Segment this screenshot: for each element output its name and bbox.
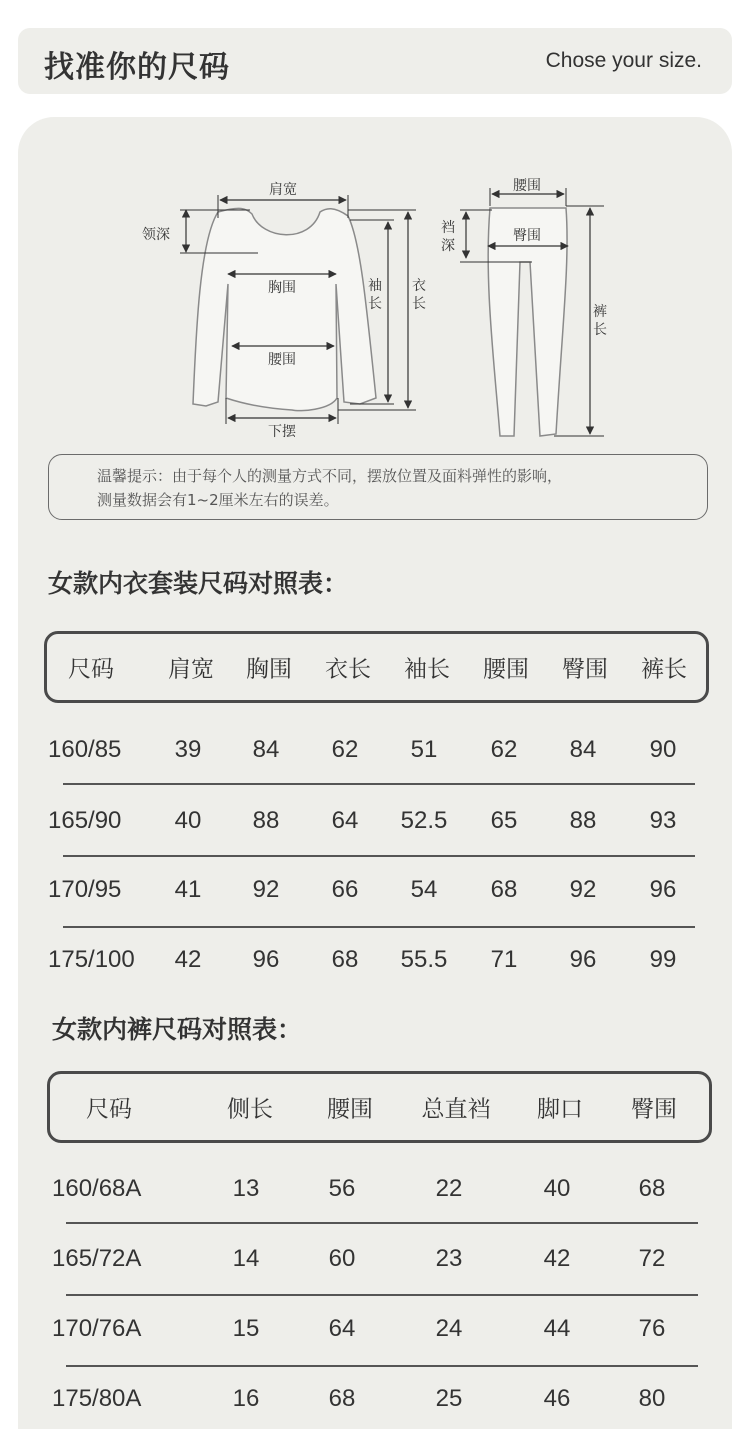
label-neck-depth: 领深 xyxy=(142,227,170,243)
label-length-2: 长 xyxy=(412,296,426,312)
table-cell: 52.5 xyxy=(400,807,448,834)
table-cell: 41 xyxy=(174,876,202,903)
label-rise-1: 裆 xyxy=(441,220,455,236)
measurement-tip xyxy=(48,454,708,520)
table-row-size-cell: 165/90 xyxy=(48,807,122,834)
t1-header-pants-length: 裤长 xyxy=(641,656,687,683)
table-row-size-cell: 160/68A xyxy=(52,1175,142,1202)
table1-title: 女款内衣套装尺码对照表： xyxy=(48,569,349,598)
table-cell: 60 xyxy=(328,1245,356,1272)
label-shoulder: 肩宽 xyxy=(269,182,297,198)
table-row-size-cell: 170/76A xyxy=(52,1315,142,1342)
table-cell: 64 xyxy=(328,1315,356,1342)
table-cell: 80 xyxy=(638,1385,666,1412)
table-cell: 14 xyxy=(232,1245,260,1272)
table2-title: 女款内裤尺码对照表： xyxy=(52,1015,303,1044)
t1-header-length: 衣长 xyxy=(325,656,371,683)
row-divider xyxy=(66,1222,698,1224)
table-cell: 68 xyxy=(331,946,359,973)
label-sleeve-1: 袖 xyxy=(368,278,382,294)
table-cell: 99 xyxy=(649,946,677,973)
table-cell: 65 xyxy=(490,807,518,834)
tip-line-2: 测量数据会有1~2厘米左右的误差。 xyxy=(97,491,339,509)
table-cell: 92 xyxy=(252,876,280,903)
table-cell: 68 xyxy=(490,876,518,903)
table-cell: 44 xyxy=(543,1315,571,1342)
label-waist-top: 腰围 xyxy=(268,352,296,368)
label-pants-length-2: 长 xyxy=(593,322,607,338)
row-divider xyxy=(66,1365,698,1367)
table-cell: 39 xyxy=(174,736,202,763)
table-cell: 15 xyxy=(232,1315,260,1342)
table-cell: 76 xyxy=(638,1315,666,1342)
t2-header-hip: 臀围 xyxy=(631,1096,677,1123)
measurement-diagram xyxy=(0,0,750,450)
tip-line-1: 温馨提示：由于每个人的测量方式不同，摆放位置及面料弹性的影响， xyxy=(97,467,563,485)
table-cell: 62 xyxy=(331,736,359,763)
t1-header-chest: 胸围 xyxy=(246,656,292,683)
table-cell: 24 xyxy=(435,1315,463,1342)
table-cell: 56 xyxy=(328,1175,356,1202)
row-divider xyxy=(63,926,695,928)
table-cell: 96 xyxy=(252,946,280,973)
table-cell: 90 xyxy=(649,736,677,763)
t1-header-hip: 臀围 xyxy=(562,656,608,683)
label-chest: 胸围 xyxy=(268,280,296,296)
table-cell: 64 xyxy=(331,807,359,834)
table-cell: 42 xyxy=(174,946,202,973)
table-cell: 62 xyxy=(490,736,518,763)
label-pants-waist: 腰围 xyxy=(513,178,541,194)
t2-header-leg-opening: 脚口 xyxy=(537,1096,583,1123)
table-cell: 96 xyxy=(569,946,597,973)
table-cell: 84 xyxy=(252,736,280,763)
table-row-size-cell: 165/72A xyxy=(52,1245,142,1272)
table-cell: 96 xyxy=(649,876,677,903)
row-divider xyxy=(66,1294,698,1296)
table-cell: 40 xyxy=(174,807,202,834)
table-cell: 68 xyxy=(638,1175,666,1202)
page-title: 找准你的尺码 xyxy=(44,50,230,85)
table-row-size-cell: 160/85 xyxy=(48,736,122,763)
table-cell: 42 xyxy=(543,1245,571,1272)
table-row-size-cell: 175/80A xyxy=(52,1385,142,1412)
page-subtitle: Chose your size. xyxy=(545,49,702,72)
t2-header-waist: 腰围 xyxy=(327,1096,373,1123)
row-divider xyxy=(63,783,695,785)
row-divider xyxy=(63,855,695,857)
table-cell: 92 xyxy=(569,876,597,903)
table-cell: 51 xyxy=(410,736,438,763)
t2-header-size: 尺码 xyxy=(86,1096,132,1123)
t1-header-waist: 腰围 xyxy=(483,656,529,683)
t2-header-side-length: 侧长 xyxy=(227,1096,273,1123)
table-cell: 54 xyxy=(410,876,438,903)
table-cell: 46 xyxy=(543,1385,571,1412)
table-cell: 25 xyxy=(435,1385,463,1412)
table-cell: 72 xyxy=(638,1245,666,1272)
table-cell: 13 xyxy=(232,1175,260,1202)
table-cell: 66 xyxy=(331,876,359,903)
label-rise-2: 深 xyxy=(441,238,455,254)
table-cell: 88 xyxy=(252,807,280,834)
label-sleeve-2: 长 xyxy=(368,296,382,312)
table1-header xyxy=(44,631,709,703)
table-cell: 55.5 xyxy=(400,946,448,973)
label-hem: 下摆 xyxy=(268,424,296,440)
table-cell: 93 xyxy=(649,807,677,834)
t2-header-rise: 总直裆 xyxy=(421,1096,491,1123)
table-cell: 84 xyxy=(569,736,597,763)
table-cell: 23 xyxy=(435,1245,463,1272)
t1-header-size: 尺码 xyxy=(68,656,114,683)
table-cell: 16 xyxy=(232,1385,260,1412)
table-cell: 88 xyxy=(569,807,597,834)
table-row-size-cell: 170/95 xyxy=(48,876,122,903)
label-length-1: 衣 xyxy=(412,278,426,294)
t1-header-shoulder: 肩宽 xyxy=(168,656,214,683)
t1-header-sleeve: 袖长 xyxy=(404,656,450,683)
table-cell: 22 xyxy=(435,1175,463,1202)
table-cell: 71 xyxy=(490,946,518,973)
table-cell: 40 xyxy=(543,1175,571,1202)
label-pants-length-1: 裤 xyxy=(593,304,607,320)
table2-header xyxy=(47,1071,712,1143)
top-garment-outline xyxy=(193,208,376,410)
table-cell: 68 xyxy=(328,1385,356,1412)
table-row-size-cell: 175/100 xyxy=(48,946,135,973)
label-hip: 臀围 xyxy=(513,228,541,244)
